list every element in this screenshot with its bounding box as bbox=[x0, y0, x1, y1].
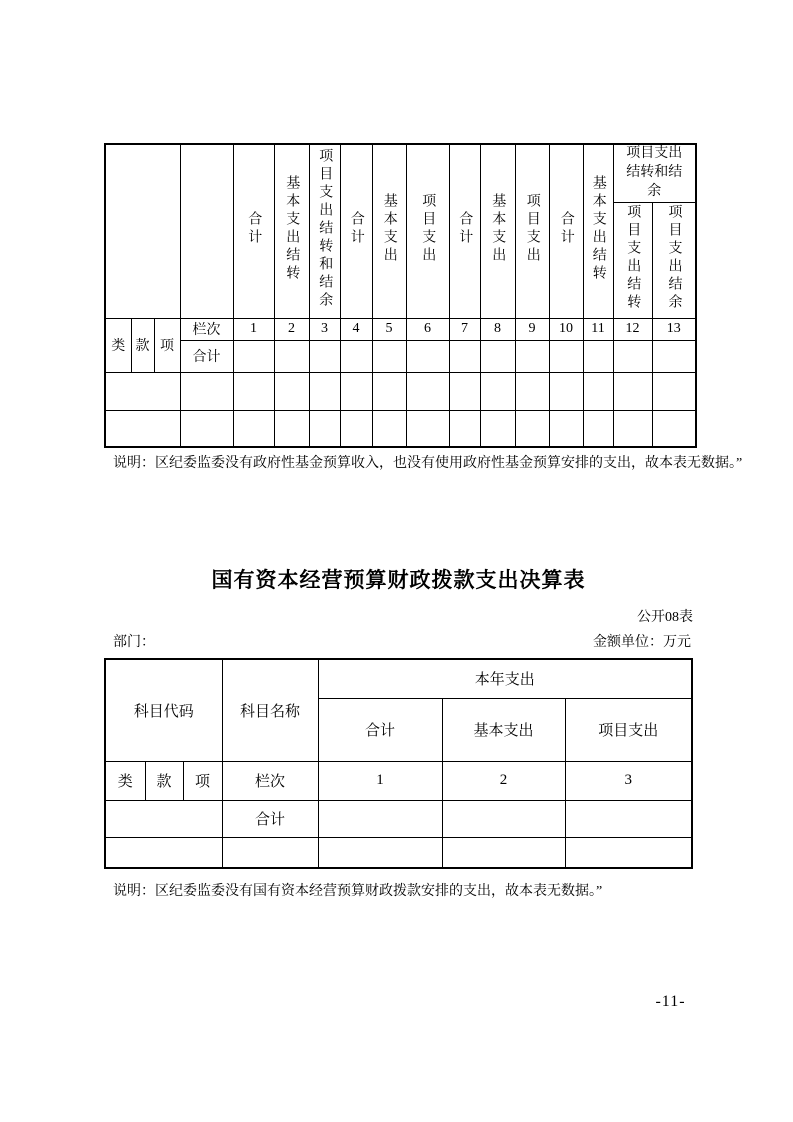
t1-data-cell bbox=[449, 340, 480, 372]
t2-total-row-label: 合计 bbox=[222, 800, 318, 837]
t1-col-header bbox=[515, 144, 549, 318]
t1-data-cell bbox=[309, 372, 340, 410]
t1-data-cell bbox=[449, 410, 480, 447]
t1-data-cell bbox=[372, 372, 406, 410]
t1-data-cell bbox=[652, 340, 696, 372]
t1-data-cell bbox=[583, 372, 613, 410]
t2-colnum: 1 bbox=[318, 761, 442, 800]
t1-data-cell bbox=[233, 340, 274, 372]
t1-col-header bbox=[480, 144, 515, 318]
t1-data-cell bbox=[180, 372, 233, 410]
t1-col-header-label: 合计 bbox=[246, 210, 262, 247]
t2-stub-lanci: 栏次 bbox=[222, 761, 318, 800]
t1-colnum: 12 bbox=[613, 318, 652, 340]
t1-col-header bbox=[309, 144, 340, 318]
t1-data-cell bbox=[515, 410, 549, 447]
t1-stub-xiang: 项 bbox=[154, 318, 180, 372]
t1-data-cell bbox=[309, 410, 340, 447]
t1-col-header bbox=[274, 144, 309, 318]
t1-group-header-label: 项目支出结转和结余 bbox=[626, 146, 683, 199]
t1-data-cell bbox=[274, 340, 309, 372]
t1-colnum: 1 bbox=[233, 318, 274, 340]
t2-subject-code-header: 科目代码 bbox=[105, 659, 222, 761]
t2-colnum: 2 bbox=[442, 761, 565, 800]
t1-data-cell bbox=[549, 410, 583, 447]
t1-col-header bbox=[233, 144, 274, 318]
table2-meta-row bbox=[113, 631, 691, 651]
t2-stub-lei: 类 bbox=[105, 761, 145, 800]
t1-colnum: 7 bbox=[449, 318, 480, 340]
t1-data-cell bbox=[583, 340, 613, 372]
t1-data-cell bbox=[449, 372, 480, 410]
t2-subject-name-header: 科目名称 bbox=[222, 659, 318, 761]
t2-data-cell bbox=[442, 800, 565, 837]
table1-note: 说明：区纪委监委没有政府性基金预算收入，也没有使用政府性基金预算安排的支出，故本表无数据。” bbox=[113, 456, 743, 471]
t1-corner-blank bbox=[105, 144, 180, 318]
t1-data-cell bbox=[406, 410, 449, 447]
t1-col-header bbox=[340, 144, 372, 318]
department-label: 部门： bbox=[113, 635, 155, 650]
t1-data-cell bbox=[233, 410, 274, 447]
t1-colnum: 11 bbox=[583, 318, 613, 340]
t1-data-cell bbox=[180, 410, 233, 447]
t1-col-header-label: 项目支出结余 bbox=[666, 203, 682, 312]
t1-data-cell bbox=[372, 340, 406, 372]
t2-data-cell bbox=[442, 837, 565, 868]
t1-col-header-label: 合计 bbox=[457, 210, 473, 247]
t1-col-header bbox=[449, 144, 480, 318]
t1-col-header bbox=[583, 144, 613, 318]
t1-stub-lanci: 栏次 bbox=[180, 318, 233, 340]
t1-col-header bbox=[613, 202, 652, 318]
t1-data-cell bbox=[613, 340, 652, 372]
t1-data-cell bbox=[652, 372, 696, 410]
t1-colnum: 8 bbox=[480, 318, 515, 340]
t1-colnum: 6 bbox=[406, 318, 449, 340]
t1-col-header-label: 项目支出 bbox=[524, 192, 540, 265]
t2-current-year-header: 本年支出 bbox=[318, 659, 692, 698]
t1-data-cell bbox=[406, 340, 449, 372]
t1-col-header bbox=[652, 202, 696, 318]
unit-label: 金额单位：万元 bbox=[593, 635, 691, 650]
t1-data-cell bbox=[309, 340, 340, 372]
t2-data-cell bbox=[105, 837, 222, 868]
t1-data-cell bbox=[340, 372, 372, 410]
t1-col-header-label: 基本支出结转 bbox=[284, 174, 300, 283]
t2-col-header: 基本支出 bbox=[442, 698, 565, 761]
t2-col-header: 合计 bbox=[318, 698, 442, 761]
t1-data-cell bbox=[372, 410, 406, 447]
t1-data-cell bbox=[583, 410, 613, 447]
t1-data-cell bbox=[105, 372, 180, 410]
t1-colnum: 9 bbox=[515, 318, 549, 340]
t1-data-cell bbox=[515, 340, 549, 372]
page-number: -11- bbox=[655, 993, 686, 1010]
t2-data-cell bbox=[105, 800, 222, 837]
t1-col-header-label: 项目支出结转 bbox=[625, 203, 641, 312]
t2-data-cell bbox=[565, 837, 692, 868]
t1-col-header-label: 项目支出结转和结余 bbox=[317, 147, 333, 310]
t1-data-cell bbox=[105, 410, 180, 447]
t1-data-cell bbox=[480, 372, 515, 410]
t1-colnum: 2 bbox=[274, 318, 309, 340]
t2-stub-xiang: 项 bbox=[183, 761, 222, 800]
t1-data-cell bbox=[406, 372, 449, 410]
t1-colnum: 10 bbox=[549, 318, 583, 340]
t1-data-cell bbox=[274, 372, 309, 410]
t1-data-cell bbox=[340, 340, 372, 372]
section2-title: 国有资本经营预算财政拨款支出决算表 bbox=[211, 569, 586, 592]
t2-col-header: 项目支出 bbox=[565, 698, 692, 761]
gov-fund-budget-table bbox=[104, 143, 697, 448]
t2-stub-kuan: 款 bbox=[145, 761, 183, 800]
t1-data-cell bbox=[613, 372, 652, 410]
t1-data-cell bbox=[549, 372, 583, 410]
t1-colnum: 13 bbox=[652, 318, 696, 340]
t1-data-cell bbox=[480, 340, 515, 372]
table-code-label: 公开08表 bbox=[637, 610, 693, 625]
t1-data-cell bbox=[233, 372, 274, 410]
t2-data-cell bbox=[222, 837, 318, 868]
table2-note: 说明：区纪委监委没有国有资本经营预算财政拨款安排的支出，故本表无数据。” bbox=[113, 884, 603, 899]
t1-col-header-label: 项目支出 bbox=[420, 192, 436, 265]
t1-data-cell bbox=[515, 372, 549, 410]
t1-col-header-label: 基本支出结转 bbox=[590, 174, 606, 283]
t1-col-header bbox=[549, 144, 583, 318]
t2-data-cell bbox=[318, 800, 442, 837]
t2-colnum: 3 bbox=[565, 761, 692, 800]
t1-stub-kuan: 款 bbox=[131, 318, 154, 372]
t1-data-cell bbox=[480, 410, 515, 447]
t1-stub-lei: 类 bbox=[105, 318, 131, 372]
t1-colnum: 3 bbox=[309, 318, 340, 340]
t1-corner-lanci-col bbox=[180, 144, 233, 318]
t1-col-header-label: 基本支出 bbox=[381, 192, 397, 265]
t2-data-cell bbox=[565, 800, 692, 837]
t1-data-cell bbox=[652, 410, 696, 447]
t1-colnum: 5 bbox=[372, 318, 406, 340]
t1-colnum: 4 bbox=[340, 318, 372, 340]
t2-data-cell bbox=[318, 837, 442, 868]
t1-col-header bbox=[406, 144, 449, 318]
t1-group-header bbox=[613, 144, 696, 202]
state-capital-expenditure-table bbox=[104, 658, 693, 869]
t1-data-cell bbox=[549, 340, 583, 372]
t1-col-header bbox=[372, 144, 406, 318]
t1-total-row-label: 合计 bbox=[180, 340, 233, 372]
t1-data-cell bbox=[340, 410, 372, 447]
t1-col-header-label: 合计 bbox=[558, 210, 574, 247]
t1-col-header-label: 合计 bbox=[348, 210, 364, 247]
t1-data-cell bbox=[613, 410, 652, 447]
t1-data-cell bbox=[274, 410, 309, 447]
t1-col-header-label: 基本支出 bbox=[490, 192, 506, 265]
